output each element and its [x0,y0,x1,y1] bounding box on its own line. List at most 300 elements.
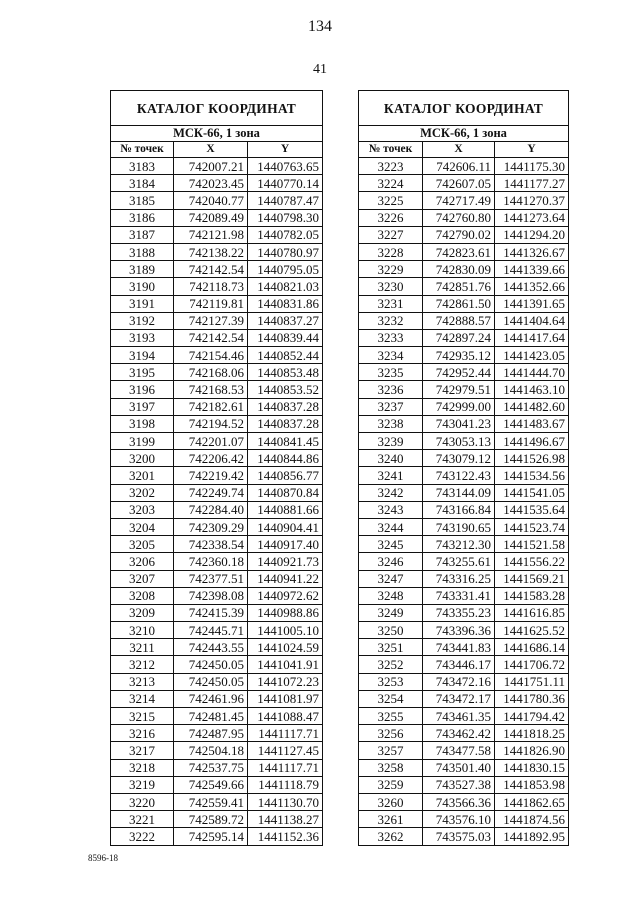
y-coordinate: 1441569.21 [495,570,569,587]
column-header-y: Y [495,142,569,158]
table-row [111,725,323,742]
x-coordinate: 743053.13 [423,433,495,450]
table-row [359,175,569,192]
x-coordinate: 742537.75 [174,759,248,776]
y-coordinate: 1441482.60 [495,398,569,415]
point-number: 3219 [111,776,174,793]
point-number: 3194 [111,347,174,364]
point-number: 3255 [359,708,423,725]
x-coordinate: 742360.18 [174,553,248,570]
x-coordinate: 742415.39 [174,604,248,621]
x-coordinate: 742309.29 [174,518,248,535]
y-coordinate: 1441391.65 [495,295,569,312]
point-number: 3196 [111,381,174,398]
x-coordinate: 742861.50 [423,295,495,312]
table-row [111,278,323,295]
table-row [359,622,569,639]
table-row [111,295,323,312]
point-number: 3220 [111,793,174,810]
x-coordinate: 742559.41 [174,793,248,810]
page-number: 134 [308,18,332,35]
x-coordinate: 743527.38 [423,776,495,793]
point-number: 3229 [359,261,423,278]
y-coordinate: 1441152.36 [248,828,323,845]
y-coordinate: 1440780.97 [248,243,323,260]
x-coordinate: 742121.98 [174,226,248,243]
x-coordinate: 742127.39 [174,312,248,329]
table-row [111,501,323,518]
x-coordinate: 742952.44 [423,364,495,381]
y-coordinate: 1441088.47 [248,708,323,725]
point-number: 3206 [111,553,174,570]
y-coordinate: 1440904.41 [248,518,323,535]
x-coordinate: 743566.36 [423,793,495,810]
y-coordinate: 1441874.56 [495,811,569,828]
y-coordinate: 1441118.79 [248,776,323,793]
table-row [111,656,323,673]
point-number: 3224 [359,175,423,192]
table-row [111,364,323,381]
point-number: 3230 [359,278,423,295]
point-number: 3205 [111,536,174,553]
table-row [359,793,569,810]
table-row [111,312,323,329]
x-coordinate: 742142.54 [174,329,248,346]
y-coordinate: 1441862.65 [495,793,569,810]
y-coordinate: 1440841.45 [248,433,323,450]
point-number: 3223 [359,158,423,175]
x-coordinate: 742118.73 [174,278,248,295]
table-row [111,570,323,587]
y-coordinate: 1441005.10 [248,622,323,639]
table-row [359,553,569,570]
coordinate-catalog-right [358,90,569,846]
x-coordinate: 742504.18 [174,742,248,759]
point-number: 3195 [111,364,174,381]
x-coordinate: 742142.54 [174,261,248,278]
point-number: 3225 [359,192,423,209]
column-header-point: № точек [111,142,174,158]
point-number: 3190 [111,278,174,295]
table-row [359,295,569,312]
y-coordinate: 1441117.71 [248,759,323,776]
point-number: 3237 [359,398,423,415]
x-coordinate: 742999.00 [423,398,495,415]
point-number: 3256 [359,725,423,742]
x-coordinate: 743041.23 [423,415,495,432]
table-row [359,639,569,656]
y-coordinate: 1440798.30 [248,209,323,226]
x-coordinate: 742443.55 [174,639,248,656]
table-row [359,209,569,226]
y-coordinate: 1440852.44 [248,347,323,364]
table-row [359,587,569,604]
x-coordinate: 742450.05 [174,656,248,673]
y-coordinate: 1441339.66 [495,261,569,278]
x-coordinate: 742888.57 [423,312,495,329]
y-coordinate: 1440856.77 [248,467,323,484]
point-number: 3241 [359,467,423,484]
point-number: 3238 [359,415,423,432]
table-row [359,467,569,484]
x-coordinate: 742830.09 [423,261,495,278]
point-number: 3199 [111,433,174,450]
x-coordinate: 743255.61 [423,553,495,570]
table-row [359,192,569,209]
x-coordinate: 743441.83 [423,639,495,656]
coordinate-system: МСК-66, 1 зона [111,126,323,142]
y-coordinate: 1441780.36 [495,690,569,707]
y-coordinate: 1441177.27 [495,175,569,192]
table-row [111,209,323,226]
y-coordinate: 1440853.48 [248,364,323,381]
y-coordinate: 1440782.05 [248,226,323,243]
table-row [111,450,323,467]
table-row [359,811,569,828]
x-coordinate: 743472.16 [423,673,495,690]
y-coordinate: 1441417.64 [495,329,569,346]
table-row [359,708,569,725]
sheet-number: 41 [313,62,327,77]
table-row [359,759,569,776]
x-coordinate: 743190.65 [423,518,495,535]
point-number: 3189 [111,261,174,278]
y-coordinate: 1441686.14 [495,639,569,656]
y-coordinate: 1441523.74 [495,518,569,535]
y-coordinate: 1441081.97 [248,690,323,707]
table-row [359,604,569,621]
y-coordinate: 1441024.59 [248,639,323,656]
point-number: 3212 [111,656,174,673]
column-header-y: Y [248,142,323,158]
table-row [359,381,569,398]
point-number: 3197 [111,398,174,415]
point-number: 3208 [111,587,174,604]
point-number: 3216 [111,725,174,742]
y-coordinate: 1440972.62 [248,587,323,604]
point-number: 3226 [359,209,423,226]
x-coordinate: 742284.40 [174,501,248,518]
x-coordinate: 742487.95 [174,725,248,742]
table-row [359,347,569,364]
table-row [111,536,323,553]
y-coordinate: 1441625.52 [495,622,569,639]
table-row [111,690,323,707]
point-number: 3260 [359,793,423,810]
table-row [359,776,569,793]
x-coordinate: 742201.07 [174,433,248,450]
x-coordinate: 742338.54 [174,536,248,553]
table-row [111,398,323,415]
point-number: 3242 [359,484,423,501]
x-coordinate: 743462.42 [423,725,495,742]
table-row [111,708,323,725]
point-number: 3235 [359,364,423,381]
point-number: 3261 [359,811,423,828]
point-number: 3257 [359,742,423,759]
x-coordinate: 742897.24 [423,329,495,346]
table-row [111,828,323,845]
x-coordinate: 743212.30 [423,536,495,553]
x-coordinate: 742249.74 [174,484,248,501]
table-row [359,158,569,175]
coordinate-catalog-left [110,90,323,846]
table-row [111,226,323,243]
point-number: 3193 [111,329,174,346]
point-number: 3188 [111,243,174,260]
x-coordinate: 742377.51 [174,570,248,587]
table-row [359,433,569,450]
point-number: 3243 [359,501,423,518]
y-coordinate: 1440870.84 [248,484,323,501]
x-coordinate: 742398.08 [174,587,248,604]
table-row [111,484,323,501]
column-header-point: № точек [359,142,423,158]
table-row [111,673,323,690]
point-number: 3251 [359,639,423,656]
y-coordinate: 1440917.40 [248,536,323,553]
point-number: 3254 [359,690,423,707]
y-coordinate: 1441706.72 [495,656,569,673]
document-code: 8596-18 [88,853,118,863]
y-coordinate: 1440837.28 [248,398,323,415]
point-number: 3227 [359,226,423,243]
point-number: 3198 [111,415,174,432]
point-number: 3192 [111,312,174,329]
table-row [111,518,323,535]
x-coordinate: 742154.46 [174,347,248,364]
x-coordinate: 742935.12 [423,347,495,364]
table-row [111,604,323,621]
y-coordinate: 1441326.67 [495,243,569,260]
point-number: 3218 [111,759,174,776]
point-number: 3207 [111,570,174,587]
table-row [359,656,569,673]
coordinate-system: МСК-66, 1 зона [359,126,569,142]
y-coordinate: 1441127.45 [248,742,323,759]
point-number: 3250 [359,622,423,639]
y-coordinate: 1441794.42 [495,708,569,725]
table-row [359,690,569,707]
table-row [111,776,323,793]
y-coordinate: 1441175.30 [495,158,569,175]
x-coordinate: 742481.45 [174,708,248,725]
x-coordinate: 743316.25 [423,570,495,587]
point-number: 3185 [111,192,174,209]
x-coordinate: 742606.11 [423,158,495,175]
x-coordinate: 743576.10 [423,811,495,828]
point-number: 3253 [359,673,423,690]
table-row [111,261,323,278]
y-coordinate: 1440763.65 [248,158,323,175]
point-number: 3239 [359,433,423,450]
point-number: 3252 [359,656,423,673]
y-coordinate: 1440988.86 [248,604,323,621]
x-coordinate: 742461.96 [174,690,248,707]
point-number: 3211 [111,639,174,656]
table-row [111,622,323,639]
point-number: 3246 [359,553,423,570]
x-coordinate: 743355.23 [423,604,495,621]
table-row [359,742,569,759]
table-row [111,347,323,364]
y-coordinate: 1441751.11 [495,673,569,690]
y-coordinate: 1441404.64 [495,312,569,329]
table-row [111,587,323,604]
table-row [359,415,569,432]
point-number: 3191 [111,295,174,312]
x-coordinate: 743446.17 [423,656,495,673]
y-coordinate: 1441526.98 [495,450,569,467]
y-coordinate: 1441483.67 [495,415,569,432]
point-number: 3231 [359,295,423,312]
x-coordinate: 742007.21 [174,158,248,175]
y-coordinate: 1441463.10 [495,381,569,398]
x-coordinate: 742851.76 [423,278,495,295]
table-row [111,381,323,398]
table-row [359,501,569,518]
point-number: 3183 [111,158,174,175]
y-coordinate: 1440837.28 [248,415,323,432]
table-row [359,329,569,346]
x-coordinate: 743144.09 [423,484,495,501]
point-number: 3213 [111,673,174,690]
table-row [111,158,323,175]
x-coordinate: 742182.61 [174,398,248,415]
y-coordinate: 1441041.91 [248,656,323,673]
point-number: 3245 [359,536,423,553]
column-header-x: X [174,142,248,158]
y-coordinate: 1441826.90 [495,742,569,759]
table-row [359,484,569,501]
point-number: 3249 [359,604,423,621]
catalog-title: КАТАЛОГ КООРДИНАТ [359,91,569,126]
x-coordinate: 742206.42 [174,450,248,467]
table-row [111,759,323,776]
x-coordinate: 742595.14 [174,828,248,845]
table-row [111,742,323,759]
point-number: 3232 [359,312,423,329]
point-number: 3200 [111,450,174,467]
point-number: 3258 [359,759,423,776]
table-row [111,811,323,828]
y-coordinate: 1440844.86 [248,450,323,467]
point-number: 3217 [111,742,174,759]
point-number: 3201 [111,467,174,484]
table-row [111,329,323,346]
y-coordinate: 1441117.71 [248,725,323,742]
point-number: 3247 [359,570,423,587]
y-coordinate: 1441818.25 [495,725,569,742]
table-row [359,828,569,845]
x-coordinate: 743501.40 [423,759,495,776]
point-number: 3259 [359,776,423,793]
x-coordinate: 743461.35 [423,708,495,725]
x-coordinate: 743331.41 [423,587,495,604]
y-coordinate: 1441556.22 [495,553,569,570]
point-number: 3233 [359,329,423,346]
table-row [111,433,323,450]
table-row [111,553,323,570]
table-row [359,312,569,329]
table-row [359,450,569,467]
x-coordinate: 743575.03 [423,828,495,845]
table-row [111,192,323,209]
x-coordinate: 742089.49 [174,209,248,226]
y-coordinate: 1441352.66 [495,278,569,295]
x-coordinate: 743122.43 [423,467,495,484]
x-coordinate: 742138.22 [174,243,248,260]
table-row [359,226,569,243]
point-number: 3186 [111,209,174,226]
table-row [111,639,323,656]
x-coordinate: 743472.17 [423,690,495,707]
y-coordinate: 1441444.70 [495,364,569,381]
x-coordinate: 742040.77 [174,192,248,209]
table-row [359,673,569,690]
x-coordinate: 742823.61 [423,243,495,260]
x-coordinate: 742168.53 [174,381,248,398]
y-coordinate: 1441496.67 [495,433,569,450]
x-coordinate: 742549.66 [174,776,248,793]
table-row [359,536,569,553]
point-number: 3210 [111,622,174,639]
x-coordinate: 743477.58 [423,742,495,759]
table-row [359,261,569,278]
catalog-title: КАТАЛОГ КООРДИНАТ [111,91,323,126]
y-coordinate: 1441270.37 [495,192,569,209]
point-number: 3244 [359,518,423,535]
point-number: 3209 [111,604,174,621]
table-row [111,415,323,432]
table-row [111,175,323,192]
y-coordinate: 1440831.86 [248,295,323,312]
y-coordinate: 1441535.64 [495,501,569,518]
y-coordinate: 1440770.14 [248,175,323,192]
y-coordinate: 1441853.98 [495,776,569,793]
table-row [111,793,323,810]
table-row [359,278,569,295]
y-coordinate: 1441423.05 [495,347,569,364]
y-coordinate: 1440839.44 [248,329,323,346]
column-header-x: X [423,142,495,158]
y-coordinate: 1441294.20 [495,226,569,243]
point-number: 3204 [111,518,174,535]
table-row [359,570,569,587]
x-coordinate: 742023.45 [174,175,248,192]
table-row [111,243,323,260]
x-coordinate: 742450.05 [174,673,248,690]
x-coordinate: 742717.49 [423,192,495,209]
y-coordinate: 1441541.05 [495,484,569,501]
y-coordinate: 1441830.15 [495,759,569,776]
table-row [359,243,569,260]
point-number: 3228 [359,243,423,260]
y-coordinate: 1440921.73 [248,553,323,570]
x-coordinate: 743079.12 [423,450,495,467]
y-coordinate: 1440941.22 [248,570,323,587]
point-number: 3202 [111,484,174,501]
x-coordinate: 742168.06 [174,364,248,381]
x-coordinate: 742607.05 [423,175,495,192]
y-coordinate: 1440853.52 [248,381,323,398]
x-coordinate: 742979.51 [423,381,495,398]
y-coordinate: 1440837.27 [248,312,323,329]
y-coordinate: 1441130.70 [248,793,323,810]
x-coordinate: 742445.71 [174,622,248,639]
point-number: 3215 [111,708,174,725]
y-coordinate: 1441273.64 [495,209,569,226]
